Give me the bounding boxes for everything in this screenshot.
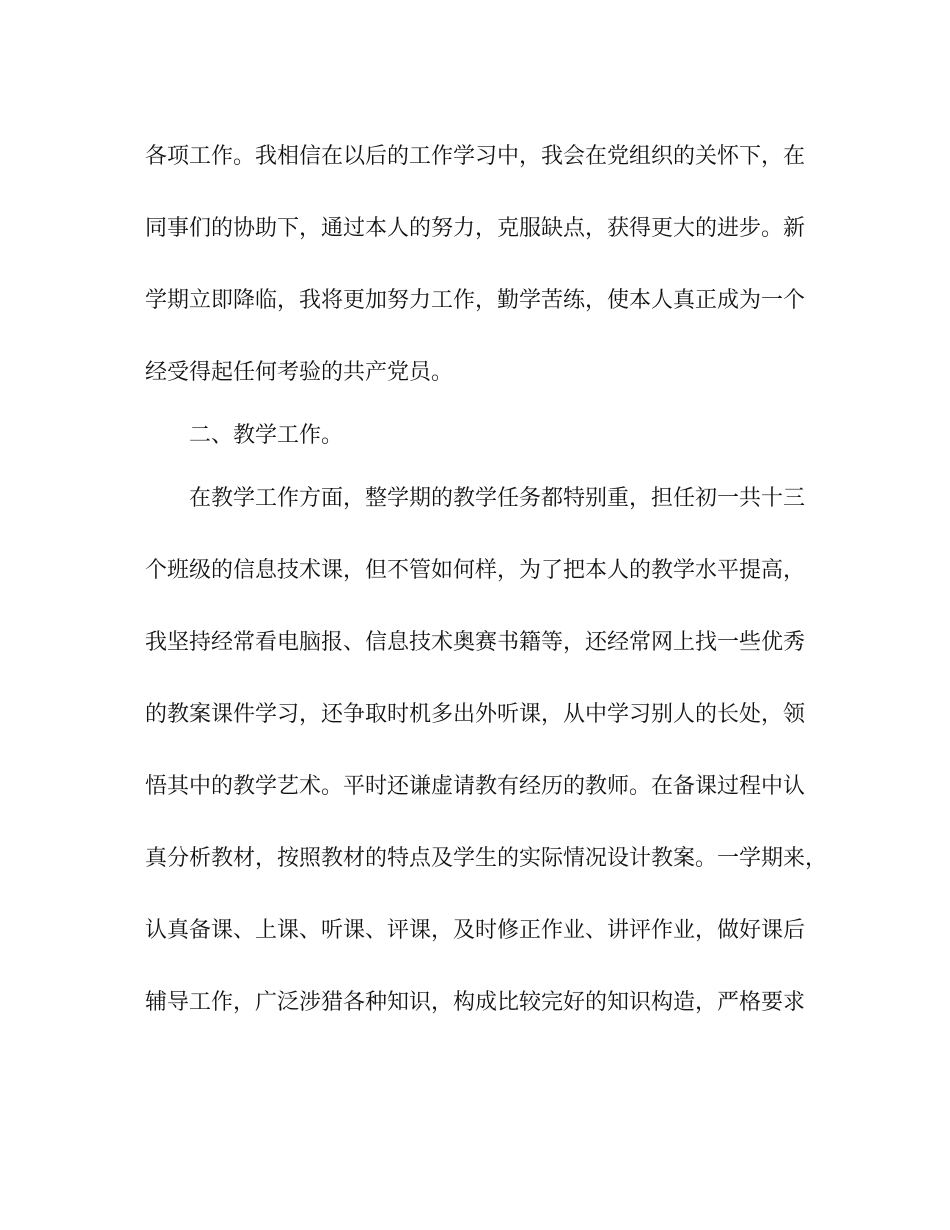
text-line: 悟其中的教学艺术。平时还谦虚请教有经历的教师。在备课过程中认 xyxy=(145,774,806,799)
text-line: 在教学工作方面，整学期的教学任务都特别重，担任初一共十三 xyxy=(189,486,806,511)
text-line: 经受得起任何考验的共产党员。 xyxy=(145,360,454,385)
text-line: 各项工作。我相信在以后的工作学习中，我会在党组织的关怀下，在 xyxy=(145,144,806,169)
text-line: 辅导工作，广泛涉猎各种知识，构成比较完好的知识构造，严格要求 xyxy=(145,990,806,1015)
text-line: 我坚持经常看电脑报、信息技术奥赛书籍等，还经常网上找一些优秀 xyxy=(145,630,806,655)
text-line: 认真备课、上课、听课、评课，及时修正作业、讲评作业，做好课后 xyxy=(145,918,806,943)
text-line: 学期立即降临，我将更加努力工作，勤学苦练，使本人真正成为一个 xyxy=(145,288,806,313)
text-line: 真分析教材，按照教材的特点及学生的实际情况设计教案。一学期来， xyxy=(145,846,828,871)
text-line: 个班级的信息技术课，但不管如何样，为了把本人的教学水平提高， xyxy=(145,558,806,583)
text-line: 的教案课件学习，还争取时机多出外听课，从中学习别人的长处，领 xyxy=(145,702,806,727)
section-heading: 二、教学工作。 xyxy=(189,423,344,448)
text-line: 同事们的协助下，通过本人的努力，克服缺点，获得更大的进步。新 xyxy=(145,216,806,241)
